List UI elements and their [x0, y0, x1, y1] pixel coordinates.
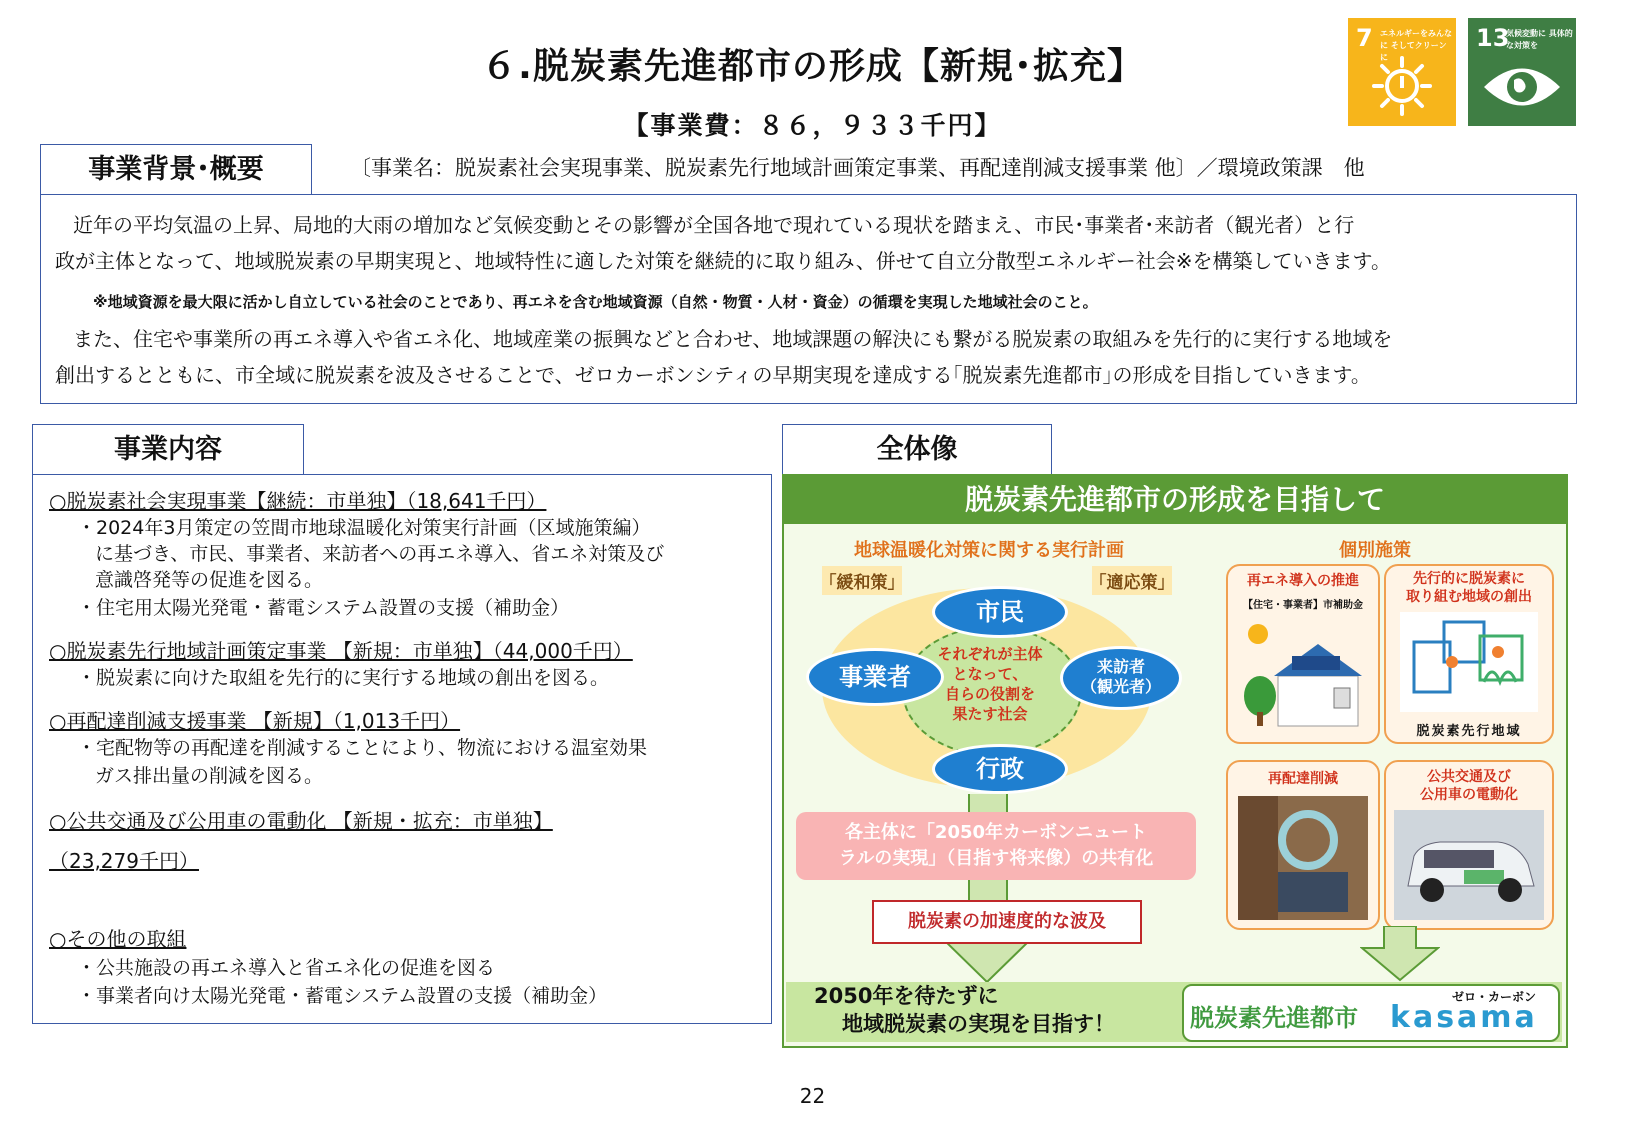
bullet-text: ガス排出量の削減を図る。	[95, 765, 324, 787]
section-heading: ○脱炭素先行地域計画策定事業 【新規：市単独】（44,000千円）	[49, 639, 633, 663]
spread-box: 脱炭素の加速度的な波及	[872, 900, 1142, 944]
project-cost: 【事業費：８６，９３３千円】	[623, 111, 1002, 140]
section-heading: ○再配達削減支援事業 【新規】（1,013千円）	[49, 709, 461, 733]
overview-diagram	[782, 474, 1568, 1048]
government-oval: 行政	[932, 744, 1068, 794]
card-caption: 脱炭素先行地域	[1416, 724, 1522, 739]
sdg-label: 気候変動に 具体的な対策を	[1506, 29, 1573, 50]
card-title: 再配達削減	[1268, 771, 1338, 787]
background-panel	[40, 194, 1577, 404]
sdg-13-badge	[1468, 18, 1576, 126]
card-title: 先行的に脱炭素に	[1413, 571, 1525, 587]
kasama-logo: kasama	[1390, 1000, 1538, 1035]
center-line: となって、	[952, 665, 1028, 683]
content-tab	[32, 424, 304, 475]
section-heading: ○脱炭素社会実現事業【継続：市単独】（18,641千円）	[49, 489, 547, 513]
solar-house-icon	[1238, 616, 1368, 734]
diagram-banner: 脱炭素先進都市の形成を目指して	[784, 476, 1566, 524]
card-title: 公用車の電動化	[1420, 787, 1518, 803]
background-tab-label: 事業背景･概要	[88, 154, 264, 185]
delivery-box-photo-icon	[1238, 796, 1368, 920]
zero-carbon-label: ゼロ・カーボン	[1452, 990, 1537, 1004]
section-heading: （23,279千円）	[49, 849, 199, 873]
down-arrow-icon	[1360, 926, 1440, 982]
electric-car-photo-icon	[1394, 810, 1544, 920]
redelivery-card	[1226, 760, 1380, 930]
share-line: 各主体に「2050年カーボンニュート	[844, 822, 1148, 843]
bullet-text: ・事業者向け太陽光発電・蓄電システム設置の支援（補助金）	[77, 985, 608, 1007]
overview-tab	[782, 424, 1052, 475]
goal-text	[814, 982, 1115, 1038]
section-heading: ○その他の取組	[49, 927, 187, 951]
center-line: それぞれが主体	[937, 645, 1043, 663]
bullet-text: ・2024年3月策定の笠間市地球温暖化対策実行計画（区域施策編）	[77, 517, 651, 539]
measures-label: 個別施策	[1339, 540, 1411, 561]
mitigation-label: ｢緩和策｣	[822, 566, 902, 595]
bullet-text: 意識啓発等の促進を図る。	[95, 569, 324, 591]
card-subtitle: 【住宅・事業者】市補助金	[1243, 600, 1363, 611]
renewable-card	[1226, 564, 1380, 744]
center-line: 自らの役割を	[944, 685, 1035, 703]
sdg-number: 13	[1476, 24, 1510, 52]
goal-line: 地域脱炭素の実現を目指す！	[842, 1012, 1115, 1036]
pilot-area-card	[1384, 564, 1554, 744]
page-number: 22	[799, 1084, 826, 1108]
card-title: 公共交通及び	[1427, 769, 1511, 785]
sdg-number: 7	[1356, 24, 1373, 52]
sdg-label: エネルギーをみんなに そしてクリーンに	[1380, 29, 1452, 62]
badge-text: 脱炭素先進都市	[1190, 1004, 1358, 1032]
citizen-oval: 市民	[932, 586, 1068, 638]
card-title: 再エネ導入の推進	[1247, 573, 1359, 589]
page-title: ６.脱炭素先進都市の形成【新規･拡充】	[481, 46, 1144, 87]
pilot-area-logo-icon	[1400, 612, 1538, 712]
kasama-badge	[1182, 984, 1560, 1042]
visitor-line: （観光者）	[1080, 677, 1161, 696]
business-oval: 事業者	[806, 648, 944, 706]
card-title: 取り組む地域の創出	[1406, 589, 1532, 605]
para2-line1: また、住宅や事業所の再エネ導入や省エネ化、地域産業の振興などと合わせ、地域課題の解決にも繋がる脱炭素の取組みを先行的に実行する地域を	[53, 327, 1393, 351]
goal-line: 2050年を待たずに	[814, 984, 999, 1008]
sdg-7-badge	[1348, 18, 1456, 126]
ev-card	[1384, 760, 1554, 930]
content-tab-label: 事業内容	[114, 434, 222, 465]
share-line: ラルの実現」（目指す将来像）の共有化	[838, 848, 1154, 869]
bullet-text: ・住宅用太陽光発電・蓄電システム設置の支援（補助金）	[77, 597, 570, 619]
adaptation-label: ｢適応策｣	[1092, 566, 1172, 595]
bullet-text: に基づき、市民、事業者、来訪者への再エネ導入、省エネ対策及び	[95, 543, 665, 565]
plan-label: 地球温暖化対策に関する実行計画	[854, 540, 1124, 561]
bullet-text: ・脱炭素に向けた取組を先行的に実行する地域の創出を図る。	[77, 667, 610, 689]
visitor-line: 来訪者	[1096, 657, 1145, 676]
background-tab	[40, 144, 312, 195]
bullet-text: ・宅配物等の再配達を削減することにより、物流における温室効果	[77, 737, 648, 759]
para1-line1: 近年の平均気温の上昇、局地的大雨の増加など気候変動とその影響が全国各地で現れている現状を踏まえ、市民･事業者･来訪者（観光者）と行	[53, 213, 1355, 237]
center-line: 果たす社会	[952, 705, 1028, 723]
content-panel	[32, 474, 772, 1024]
down-arrow-icon	[944, 940, 1030, 984]
share-box	[796, 812, 1196, 880]
bullet-text: ・公共施設の再エネ導入と省エネ化の促進を図る	[77, 957, 496, 979]
footnote: ※地域資源を最大限に活かし自立している社会のことであり、再エネを含む地域資源（自然・物質・人材・資金）の循環を実現した地域社会のこと。	[93, 293, 1098, 311]
visitor-oval	[1060, 646, 1182, 710]
section-heading: ○公共交通及び公用車の電動化 【新規・拡充：市単独】	[49, 809, 553, 833]
project-names: 〔事業名：脱炭素社会実現事業、脱炭素先行地域計画策定事業、再配達削減支援事業 他〕／環境政策課 他	[350, 156, 1365, 180]
para2-line2: 創出するとともに、市全域に脱炭素を波及させることで、ゼロカーボンシティの早期実現を達成する｢脱炭素先進都市｣の形成を目指していきます。	[55, 363, 1371, 387]
earth-eye-icon	[1482, 62, 1562, 112]
para1-line2: 政が主体となって、地域脱炭素の早期実現と、地域特性に適した対策を継続的に取り組み、併せて自立分散型エネルギー社会※を構築していきます。	[55, 249, 1391, 273]
overview-tab-label: 全体像	[876, 434, 958, 465]
sun-power-icon	[1372, 56, 1432, 116]
